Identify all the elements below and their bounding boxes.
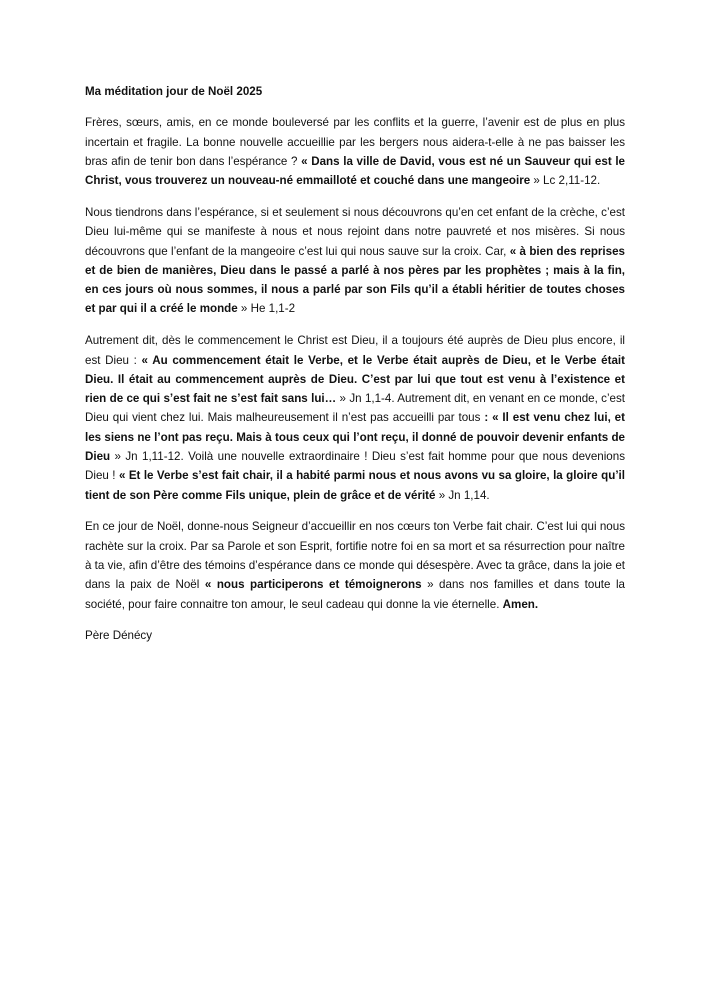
paragraph-1 (85, 113, 625, 190)
document-page (85, 82, 625, 646)
paragraph-2 (85, 203, 625, 319)
text-run: » dans nos familles et dans toute la société, pour faire connaitre ton amour, le seul cadeau qui donne la vie éternelle. (85, 578, 625, 611)
scripture-quote: « Et le Verbe s’est fait chair, il a habité parmi nous et nous avons vu sa gloire, la gloire qu’il tient de son Père comme Fils unique, plein de grâce et de vérité (85, 469, 626, 502)
emphasized-text: « nous participerons et témoignerons (204, 578, 422, 592)
amen-text: Amen. (502, 597, 539, 611)
text-run: » Jn 1,1-4. Autrement dit, en venant en ce monde, c’est Dieu qui vient chez lui. Mais malheureusement il n’est pas accueilli par tous (85, 392, 625, 425)
text-run: » Jn 1,11-12. Voilà une nouvelle extraordinaire ! Dieu s’est fait homme pour que nous devenions Dieu ! (85, 450, 625, 483)
scripture-reference: » He 1,1-2 (237, 302, 296, 316)
document-title: Ma méditation jour de Noël 2025 (85, 85, 263, 98)
text-run: Nous tiendrons dans l’espérance, si et seulement si nous découvrons qu’en cet enfant de la crèche, c’est Dieu lui-même qui se manifeste à nous et nous rejoint dans notre pauvreté et nos misères. Si nous découvrons que l’enfant de la mangeoire c’est lui qui nous sauve sur la croix. Car, (85, 205, 625, 258)
scripture-quote: « à bien des reprises et de bien de manières, Dieu dans le passé a parlé à nos pères par les prophètes ; mais à la fin, en ces jours où nous sommes, il nous a parlé par son Fils qu’il a établi héritier de toutes choses et par qui il a créé le monde (85, 244, 625, 316)
paragraph-3 (85, 331, 625, 505)
paragraph-4 (85, 517, 625, 613)
scripture-quote: « Au commencement était le Verbe, et le Verbe était auprès de Dieu, et le Verbe était Dieu. Il était au commencement auprès de Dieu. C’est par lui que tout est venu à l’existence et rien de ce qui s’est fait ne s’est fait sans lui… (85, 353, 625, 406)
text-run: Autrement dit, dès le commencement le Christ est Dieu, il a toujours été auprès de Dieu plus encore, il est Dieu : (85, 334, 625, 367)
text-run: Frères, sœurs, amis, en ce monde bouleversé par les conflits et la guerre, l’avenir est de plus en plus incertain et fragile. La bonne nouvelle accueillie par les bergers nous aidera-t-elle à ne pas baisser les bras afin de tenir bon dans l’espérance ? (85, 116, 625, 168)
scripture-quote: « Dans la ville de David, vous est né un Sauveur qui est le Christ, vous trouverez un nouveau-né emmailloté et couché dans une mangeoire (85, 154, 625, 188)
scripture-quote: : « Il est venu chez lui, et les siens ne l’ont pas reçu. Mais à tous ceux qui l’ont reçu, il donné de pouvoir devenir enfants de Dieu (85, 411, 625, 464)
signature: Père Dénécy (85, 629, 153, 643)
scripture-reference: » Lc 2,11-12. (530, 174, 601, 188)
text-run: En ce jour de Noël, donne-nous Seigneur d’accueillir en nos cœurs ton Verbe fait chair. C’est lui qui nous rachète sur la croix. Par sa Parole et son Esprit, fortifie notre foi en sa mort et sa résurrection pour naître à ta vie, afin d’être des témoins d’espérance dans ce monde qui désespère. Avec ta grâce, dans la joie et dans la paix de Noël (85, 520, 625, 592)
scripture-reference: » Jn 1,14. (435, 488, 490, 502)
